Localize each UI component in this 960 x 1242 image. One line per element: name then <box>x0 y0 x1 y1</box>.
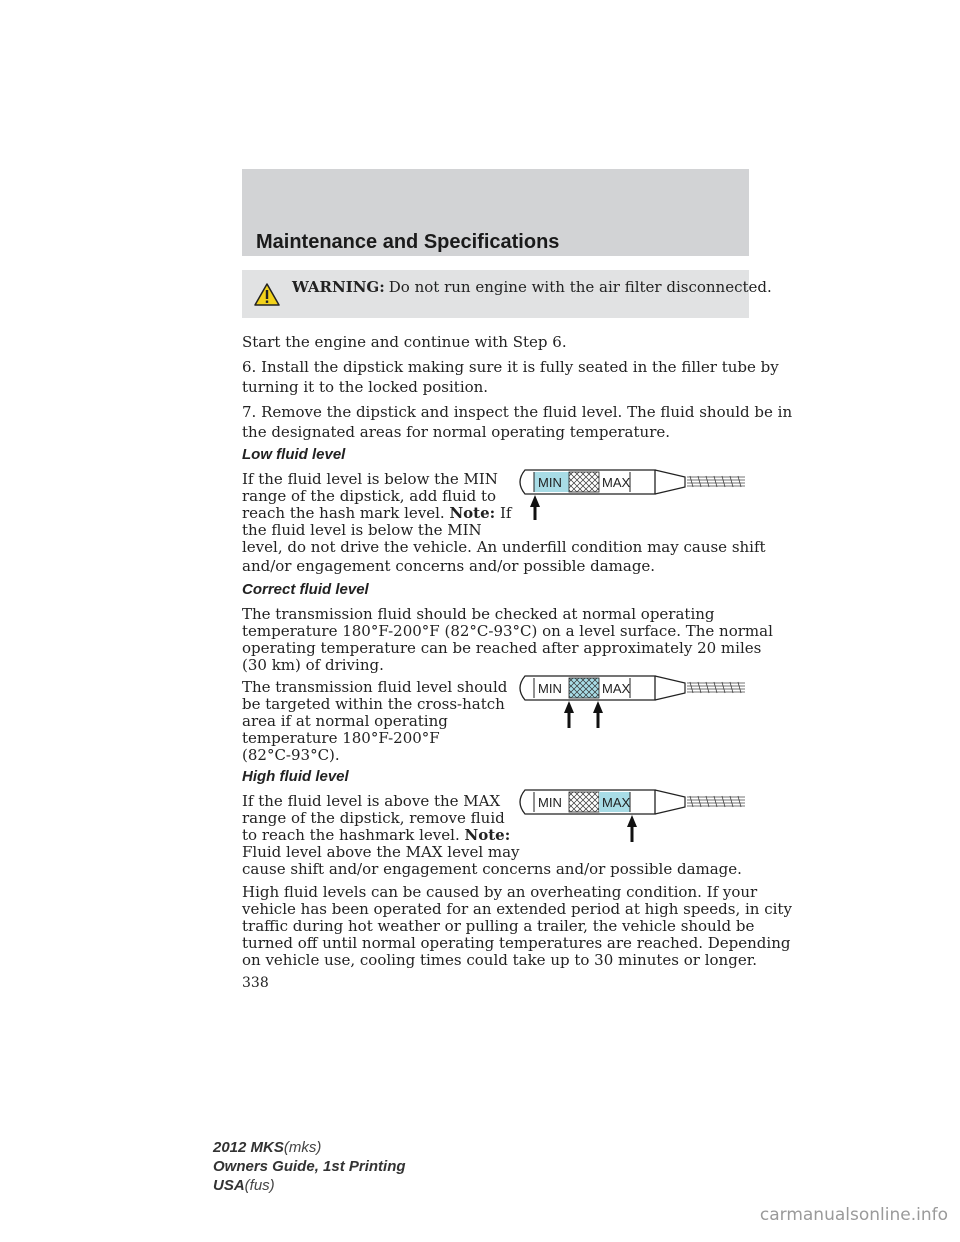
dipstick-high-figure <box>505 782 750 844</box>
low-note-label: Note: <box>449 504 496 522</box>
correct-p2-line1: The transmission fluid level should <box>242 678 508 696</box>
correct-p1-line1: The transmission fluid should be checked at normal operating <box>242 605 715 623</box>
high-p2-line4: turned off until normal operating temperatures are reached. Depending <box>242 934 791 952</box>
step7-line2: the designated areas for normal operating temperature. <box>242 423 671 441</box>
print-footer <box>213 1138 406 1195</box>
arrow-up-icon <box>627 815 637 842</box>
footer-market: USA <box>213 1177 245 1194</box>
dipstick-correct-max-label: MAX <box>602 681 631 696</box>
correct-p2-line4: temperature 180°F-200°F <box>242 729 440 747</box>
high-line5: cause shift and/or engagement concerns and/or possible damage. <box>242 860 742 878</box>
low-line2: range of the dipstick, add fluid to <box>242 487 497 505</box>
high-line3-text: to reach the hashmark level. <box>242 826 465 844</box>
low-line3-tail: If <box>495 504 512 522</box>
footer-guide-line <box>213 1157 406 1176</box>
high-p2-line2: vehicle has been operated for an extended period at high speeds, in city <box>242 900 792 918</box>
dipstick-high-min-label: MIN <box>538 795 562 810</box>
warning-message: Do not run engine with the air filter disconnected. <box>388 278 772 296</box>
dipstick-correct-min-label: MIN <box>538 681 562 696</box>
high-p2-line3: traffic during hot weather or pulling a trailer, the vehicle should be <box>242 917 755 935</box>
correct-p1-line2: temperature 180°F-200°F (82°C-93°C) on a level surface. The normal <box>242 622 773 640</box>
low-line3-text: reach the hash mark level. <box>242 504 450 522</box>
footer-guide: Owners Guide, 1st Printing <box>213 1158 406 1175</box>
low-line5: level, do not drive the vehicle. An underfill condition may cause shift <box>242 538 766 556</box>
site-watermark: carmanualsonline.info <box>759 1205 948 1225</box>
footer-market-code: (fus) <box>244 1177 275 1194</box>
dipstick-correct-hatch-highlight <box>569 678 599 698</box>
dipstick-correct-figure <box>505 668 750 730</box>
step6-line2: turning it to the locked position. <box>242 378 489 396</box>
low-line6: and/or engagement concerns and/or possible damage. <box>242 557 656 575</box>
warning-box <box>242 270 772 318</box>
high-line2: range of the dipstick, remove fluid <box>242 809 505 827</box>
arrow-up-icon <box>530 495 540 520</box>
warning-label: WARNING: <box>292 278 385 296</box>
footer-model: 2012 MKS <box>213 1139 284 1156</box>
correct-p2-line3: area if at normal operating <box>242 712 448 730</box>
section-header <box>242 169 749 256</box>
footer-market-line <box>213 1176 406 1195</box>
low-fluid-heading: Low fluid level <box>242 446 346 463</box>
low-line4: the fluid level is below the MIN <box>242 521 482 539</box>
high-p2-line1: High fluid levels can be caused by an overheating condition. If your <box>242 883 758 901</box>
correct-p1-line4: (30 km) of driving. <box>242 656 384 674</box>
high-line4: Fluid level above the MAX level may <box>242 843 520 861</box>
page-number: 338 <box>242 975 269 991</box>
section-title: Maintenance and Specifications <box>256 231 560 253</box>
footer-model-code: (mks) <box>283 1139 322 1156</box>
step7-line1: 7. Remove the dipstick and inspect the fluid level. The fluid should be in <box>242 403 793 421</box>
high-line1: If the fluid level is above the MAX <box>242 792 501 810</box>
high-p2-line5: on vehicle use, cooling times could take up to 30 minutes or longer. <box>242 951 757 969</box>
dipstick-low-figure <box>505 462 750 522</box>
step6-line1: 6. Install the dipstick making sure it is fully seated in the filler tube by <box>242 358 779 376</box>
correct-p2-line5: (82°C-93°C). <box>242 746 340 764</box>
correct-p1-line3: operating temperature can be reached after approximately 20 miles <box>242 639 762 657</box>
arrow-up-icon <box>564 701 574 728</box>
start-engine-text: Start the engine and continue with Step 6. <box>242 333 567 351</box>
high-fluid-heading: High fluid level <box>242 768 349 785</box>
footer-model-line <box>213 1138 406 1157</box>
warning-triangle-icon <box>254 283 280 306</box>
dipstick-high-max-label: MAX <box>602 795 631 810</box>
low-line1: If the fluid level is below the MIN <box>242 470 498 488</box>
correct-p2-line2: be targeted within the cross-hatch <box>242 695 505 713</box>
warning-text <box>292 278 772 296</box>
high-note-label: Note: <box>464 826 511 844</box>
dipstick-low-min-label: MIN <box>538 475 562 490</box>
correct-fluid-heading: Correct fluid level <box>242 581 369 598</box>
arrow-up-icon <box>593 701 603 728</box>
dipstick-low-max-label: MAX <box>602 475 631 490</box>
